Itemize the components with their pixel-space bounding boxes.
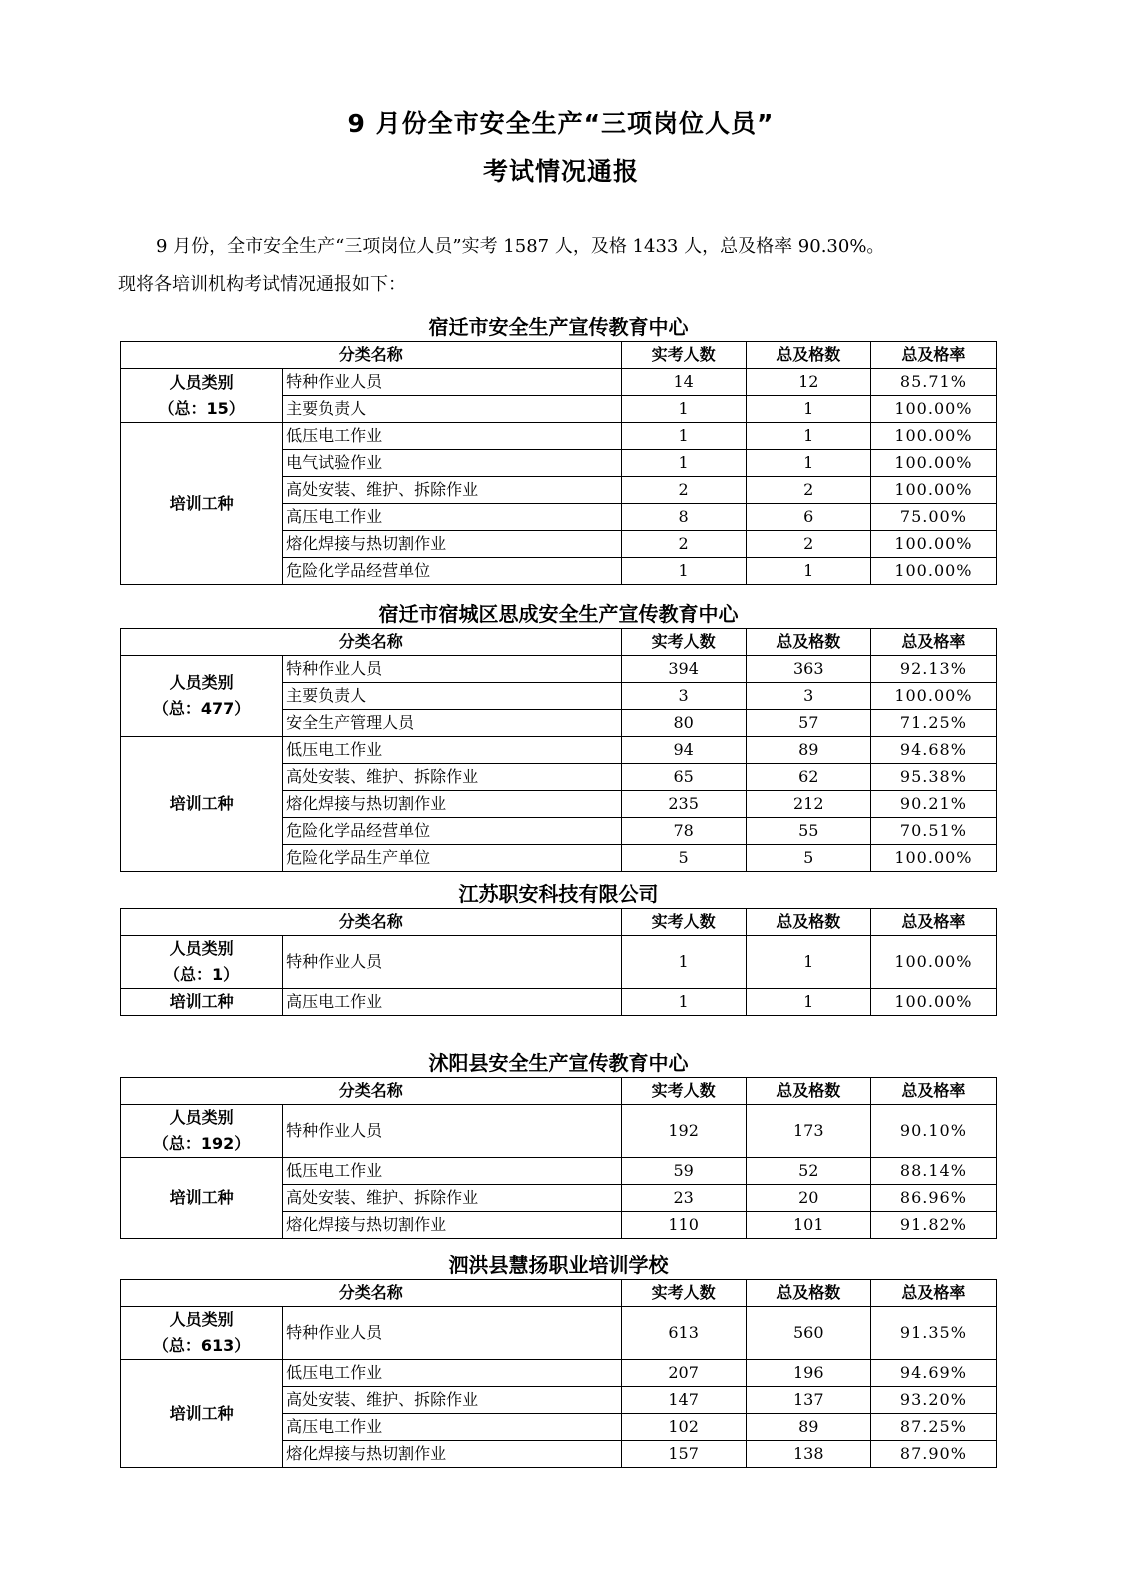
row-takers: 1 — [621, 450, 746, 477]
row-passed: 363 — [746, 656, 870, 683]
row-takers: 110 — [621, 1212, 746, 1239]
table-row — [121, 423, 997, 450]
group-label — [121, 423, 283, 585]
row-passed: 2 — [746, 477, 870, 504]
institution-section — [120, 313, 997, 585]
group-label — [121, 1105, 283, 1158]
row-passed: 57 — [746, 710, 870, 737]
row-passed: 62 — [746, 764, 870, 791]
table-row — [121, 737, 997, 764]
row-rate: 91.82% — [870, 1212, 996, 1239]
row-rate: 70.51% — [870, 818, 996, 845]
results-table — [120, 1279, 997, 1468]
row-takers: 613 — [621, 1307, 746, 1360]
takers-header: 实考人数 — [621, 1280, 746, 1307]
row-takers: 94 — [621, 737, 746, 764]
row-rate: 90.10% — [870, 1105, 996, 1158]
row-category: 低压电工作业 — [283, 423, 621, 450]
group-label-line1: 培训工种 — [169, 493, 234, 513]
row-rate: 100.00% — [870, 936, 996, 989]
row-rate: 85.71% — [870, 369, 996, 396]
row-takers: 5 — [621, 845, 746, 872]
row-category: 危险化学品经营单位 — [283, 558, 621, 585]
row-category: 特种作业人员 — [283, 656, 621, 683]
row-takers: 1 — [621, 423, 746, 450]
row-category: 熔化焊接与热切割作业 — [283, 1212, 621, 1239]
row-passed: 101 — [746, 1212, 870, 1239]
page-subtitle: 考试情况通报 — [482, 157, 639, 186]
table-row — [121, 1105, 997, 1158]
group-label-line1: 人员类别 — [169, 939, 234, 958]
row-category: 高处安装、维护、拆除作业 — [283, 1185, 621, 1212]
row-rate: 91.35% — [870, 1307, 996, 1360]
passed-header: 总及格数 — [746, 909, 870, 936]
takers-header: 实考人数 — [621, 1078, 746, 1105]
institution-section — [120, 880, 997, 1016]
group-label — [121, 1360, 283, 1468]
row-category: 危险化学品生产单位 — [283, 845, 621, 872]
group-label-line1: 人员类别 — [169, 1108, 234, 1127]
rate-header: 总及格率 — [870, 629, 996, 656]
row-passed: 196 — [746, 1360, 870, 1387]
row-rate: 100.00% — [870, 423, 996, 450]
table-row — [121, 1360, 997, 1387]
category-header: 分类名称 — [121, 909, 622, 936]
row-rate: 86.96% — [870, 1185, 996, 1212]
row-rate: 100.00% — [870, 450, 996, 477]
rate-header: 总及格率 — [870, 342, 996, 369]
row-category: 危险化学品经营单位 — [283, 818, 621, 845]
row-category: 特种作业人员 — [283, 1105, 621, 1158]
group-label-line1: 人员类别 — [169, 1310, 234, 1329]
row-takers: 2 — [621, 477, 746, 504]
row-takers: 235 — [621, 791, 746, 818]
row-takers: 80 — [621, 710, 746, 737]
results-table — [120, 908, 997, 1016]
institution-section — [120, 1251, 997, 1468]
row-category: 低压电工作业 — [283, 1158, 621, 1185]
row-takers: 394 — [621, 656, 746, 683]
table-row — [121, 1307, 997, 1360]
intro-paragraph: 9 月份，全市安全生产“三项岗位人员”实考 1587 人，及格 1433 人，总及格率 90.30%。 — [156, 236, 885, 257]
group-label-line1: 人员类别 — [169, 673, 234, 692]
row-passed: 5 — [746, 845, 870, 872]
row-passed: 138 — [746, 1441, 870, 1468]
row-passed: 55 — [746, 818, 870, 845]
takers-header: 实考人数 — [621, 909, 746, 936]
row-rate: 87.90% — [870, 1441, 996, 1468]
row-rate: 87.25% — [870, 1414, 996, 1441]
row-takers: 65 — [621, 764, 746, 791]
group-label — [121, 656, 283, 737]
row-passed: 560 — [746, 1307, 870, 1360]
group-label-line1: 培训工种 — [169, 992, 234, 1011]
table-row — [121, 989, 997, 1016]
rate-header: 总及格率 — [870, 1280, 996, 1307]
row-rate: 92.13% — [870, 656, 996, 683]
row-category: 特种作业人员 — [283, 369, 621, 396]
row-takers: 102 — [621, 1414, 746, 1441]
group-label-line1: 培训工种 — [169, 1403, 234, 1423]
row-passed: 1 — [746, 936, 870, 989]
row-takers: 23 — [621, 1185, 746, 1212]
institution-name: 江苏职安科技有限公司 — [458, 882, 659, 906]
row-category: 电气试验作业 — [283, 450, 621, 477]
row-takers: 2 — [621, 531, 746, 558]
row-takers: 207 — [621, 1360, 746, 1387]
row-category: 熔化焊接与热切割作业 — [283, 791, 621, 818]
row-passed: 1 — [746, 989, 870, 1016]
row-takers: 8 — [621, 504, 746, 531]
row-takers: 1 — [621, 558, 746, 585]
row-takers: 78 — [621, 818, 746, 845]
row-category: 低压电工作业 — [283, 737, 621, 764]
row-passed: 1 — [746, 396, 870, 423]
row-takers: 14 — [621, 369, 746, 396]
group-label — [121, 1307, 283, 1360]
row-takers: 157 — [621, 1441, 746, 1468]
results-table — [120, 341, 997, 585]
row-rate: 93.20% — [870, 1387, 996, 1414]
row-passed: 52 — [746, 1158, 870, 1185]
row-rate: 100.00% — [870, 989, 996, 1016]
passed-header: 总及格数 — [746, 1078, 870, 1105]
institution-name: 宿迁市安全生产宣传教育中心 — [428, 315, 689, 339]
institution-name: 宿迁市宿城区思成安全生产宣传教育中心 — [378, 602, 739, 626]
institution-section — [120, 1049, 997, 1239]
row-passed: 212 — [746, 791, 870, 818]
row-category: 熔化焊接与热切割作业 — [283, 531, 621, 558]
results-table — [120, 1077, 997, 1239]
category-header: 分类名称 — [121, 629, 622, 656]
takers-header: 实考人数 — [621, 629, 746, 656]
intro-continuation: 现将各培训机构考试情况通报如下： — [118, 274, 406, 295]
table-row — [121, 656, 997, 683]
group-label — [121, 936, 283, 989]
header-row — [121, 909, 997, 936]
category-header: 分类名称 — [121, 1280, 622, 1307]
row-category: 主要负责人 — [283, 396, 621, 423]
row-category: 高压电工作业 — [283, 989, 621, 1016]
passed-header: 总及格数 — [746, 629, 870, 656]
row-rate: 100.00% — [870, 683, 996, 710]
table-row — [121, 369, 997, 396]
row-passed: 89 — [746, 1414, 870, 1441]
table-row — [121, 936, 997, 989]
results-table — [120, 628, 997, 872]
row-category: 高压电工作业 — [283, 504, 621, 531]
row-rate: 75.00% — [870, 504, 996, 531]
row-category: 高处安装、维护、拆除作业 — [283, 477, 621, 504]
row-takers: 147 — [621, 1387, 746, 1414]
page-title: 9 月份全市安全生产“三项岗位人员” — [347, 109, 775, 138]
row-takers: 3 — [621, 683, 746, 710]
row-passed: 3 — [746, 683, 870, 710]
group-label-line1: 人员类别 — [169, 372, 234, 392]
category-header: 分类名称 — [121, 342, 622, 369]
row-passed: 6 — [746, 504, 870, 531]
row-takers: 59 — [621, 1158, 746, 1185]
group-label-total: （总：192） — [152, 1134, 251, 1153]
row-rate: 100.00% — [870, 845, 996, 872]
row-passed: 173 — [746, 1105, 870, 1158]
table-row — [121, 1158, 997, 1185]
group-label — [121, 737, 283, 872]
passed-header: 总及格数 — [746, 1280, 870, 1307]
row-category: 特种作业人员 — [283, 1307, 621, 1360]
row-rate: 100.00% — [870, 477, 996, 504]
row-passed: 89 — [746, 737, 870, 764]
row-takers: 1 — [621, 989, 746, 1016]
row-category: 主要负责人 — [283, 683, 621, 710]
takers-header: 实考人数 — [621, 342, 746, 369]
group-label-line1: 培训工种 — [169, 1188, 234, 1207]
row-category: 高处安装、维护、拆除作业 — [283, 1387, 621, 1414]
group-label-total: （总：613） — [152, 1336, 251, 1355]
group-label-total: （总：15） — [158, 398, 245, 418]
row-passed: 1 — [746, 558, 870, 585]
row-passed: 12 — [746, 369, 870, 396]
row-takers: 192 — [621, 1105, 746, 1158]
row-rate: 100.00% — [870, 531, 996, 558]
row-rate: 100.00% — [870, 396, 996, 423]
row-rate: 71.25% — [870, 710, 996, 737]
row-rate: 100.00% — [870, 558, 996, 585]
row-takers: 1 — [621, 936, 746, 989]
row-category: 熔化焊接与热切割作业 — [283, 1441, 621, 1468]
row-passed: 1 — [746, 450, 870, 477]
passed-header: 总及格数 — [746, 342, 870, 369]
row-category: 特种作业人员 — [283, 936, 621, 989]
group-label — [121, 369, 283, 423]
row-category: 安全生产管理人员 — [283, 710, 621, 737]
row-passed: 137 — [746, 1387, 870, 1414]
institution-section — [120, 600, 997, 872]
header-row — [121, 1078, 997, 1105]
institution-name: 泗洪县慧扬职业培训学校 — [448, 1253, 669, 1277]
institution-name: 沭阳县安全生产宣传教育中心 — [428, 1051, 689, 1075]
row-takers: 1 — [621, 396, 746, 423]
row-category: 低压电工作业 — [283, 1360, 621, 1387]
group-label-total: （总：1） — [164, 965, 240, 984]
header-row — [121, 1280, 997, 1307]
rate-header: 总及格率 — [870, 909, 996, 936]
row-category: 高处安装、维护、拆除作业 — [283, 764, 621, 791]
row-passed: 20 — [746, 1185, 870, 1212]
group-label — [121, 989, 283, 1016]
row-rate: 90.21% — [870, 791, 996, 818]
row-rate: 94.69% — [870, 1360, 996, 1387]
header-row — [121, 629, 997, 656]
row-rate: 95.38% — [870, 764, 996, 791]
row-category: 高压电工作业 — [283, 1414, 621, 1441]
row-passed: 2 — [746, 531, 870, 558]
group-label — [121, 1158, 283, 1239]
group-label-total: （总：477） — [152, 699, 251, 718]
group-label-line1: 培训工种 — [169, 794, 234, 813]
category-header: 分类名称 — [121, 1078, 622, 1105]
rate-header: 总及格率 — [870, 1078, 996, 1105]
header-row — [121, 342, 997, 369]
row-rate: 94.68% — [870, 737, 996, 764]
row-rate: 88.14% — [870, 1158, 996, 1185]
row-passed: 1 — [746, 423, 870, 450]
